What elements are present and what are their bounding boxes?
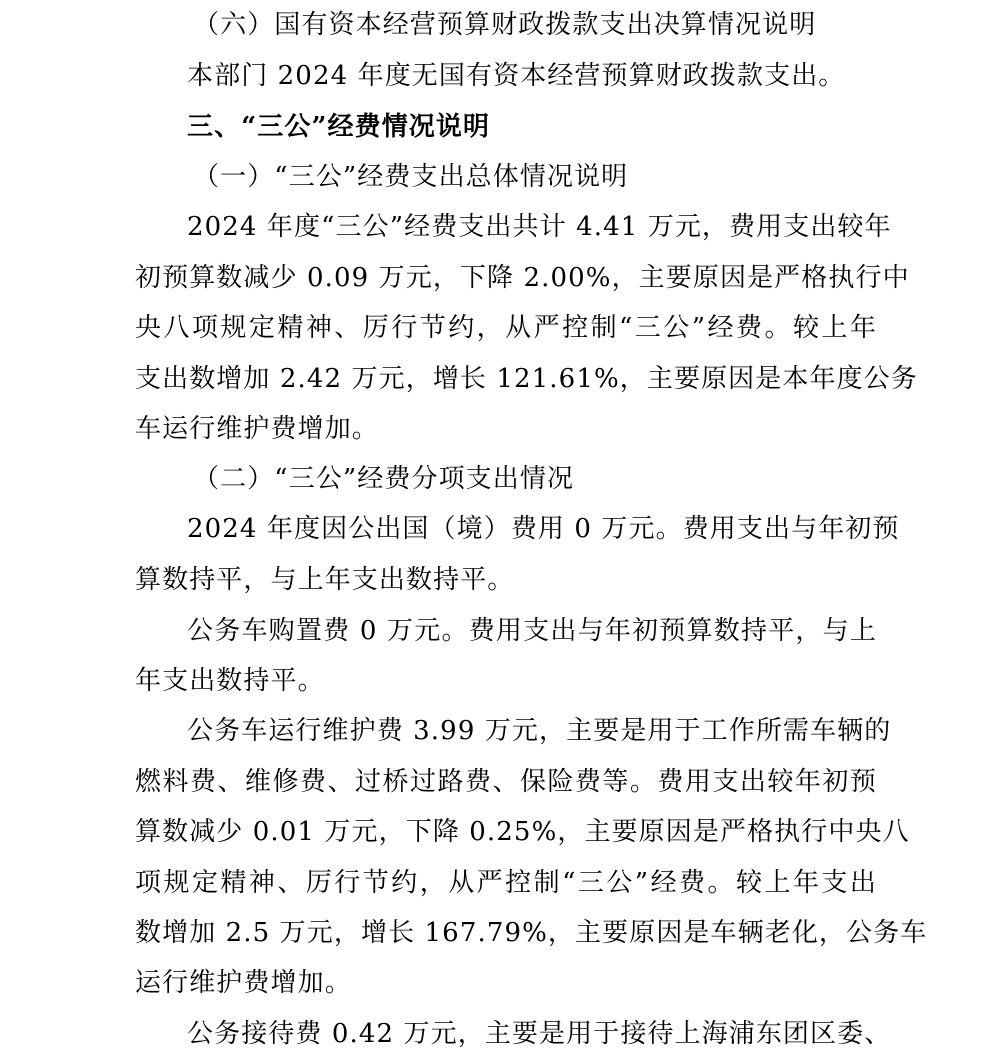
paragraph-line: 公务车购置费 0 万元。费用支出与年初预算数持平，与上 bbox=[187, 616, 877, 646]
paragraph-line: 算数持平，与上年支出数持平。 bbox=[135, 565, 515, 595]
paragraph-line: 初预算数减少 0.09 万元，下降 2.00%，主要原因是严格执行中 bbox=[135, 263, 910, 293]
paragraph-line: 车运行维护费增加。 bbox=[135, 414, 379, 444]
section-title-3: 三、“三公”经费情况说明 bbox=[187, 112, 491, 142]
paragraph-line: 项规定精神、厉行节约，从严控制“三公”经费。较上年支出 bbox=[135, 868, 877, 898]
paragraph-line: 央八项规定精神、厉行节约，从严控制“三公”经费。较上年 bbox=[135, 313, 877, 343]
paragraph-line: 年支出数持平。 bbox=[135, 666, 325, 696]
paragraph-line: 数增加 2.5 万元，增长 167.79%，主要原因是车辆老化，公务车 bbox=[135, 918, 928, 948]
paragraph-line: 本部门 2024 年度无国有资本经营预算财政拨款支出。 bbox=[187, 61, 846, 91]
subsection-title-2: （二）“三公”经费分项支出情况 bbox=[193, 464, 575, 494]
paragraph-line: 公务车运行维护费 3.99 万元，主要是用于工作所需车辆的 bbox=[187, 716, 892, 746]
subsection-title-1: （一）“三公”经费支出总体情况说明 bbox=[193, 162, 629, 192]
paragraph-line: 公务接待费 0.42 万元，主要是用于接待上海浦东团区委、 bbox=[187, 1019, 892, 1049]
paragraph-line: 运行维护费增加。 bbox=[135, 968, 352, 998]
paragraph-line: 支出数增加 2.42 万元，增长 121.61%，主要原因是本年度公务 bbox=[135, 364, 918, 394]
paragraph-line: 2024 年度因公出国（境）费用 0 万元。费用支出与年初预 bbox=[187, 514, 900, 544]
subsection-title-6: （六）国有资本经营预算财政拨款支出决算情况说明 bbox=[193, 10, 817, 40]
paragraph-line: 2024 年度“三公”经费支出共计 4.41 万元，费用支出较年 bbox=[187, 212, 892, 242]
paragraph-line: 燃料费、维修费、过桥过路费、保险费等。费用支出较年初预 bbox=[135, 767, 877, 797]
paragraph-line: 算数减少 0.01 万元，下降 0.25%，主要原因是严格执行中央八 bbox=[135, 817, 910, 847]
